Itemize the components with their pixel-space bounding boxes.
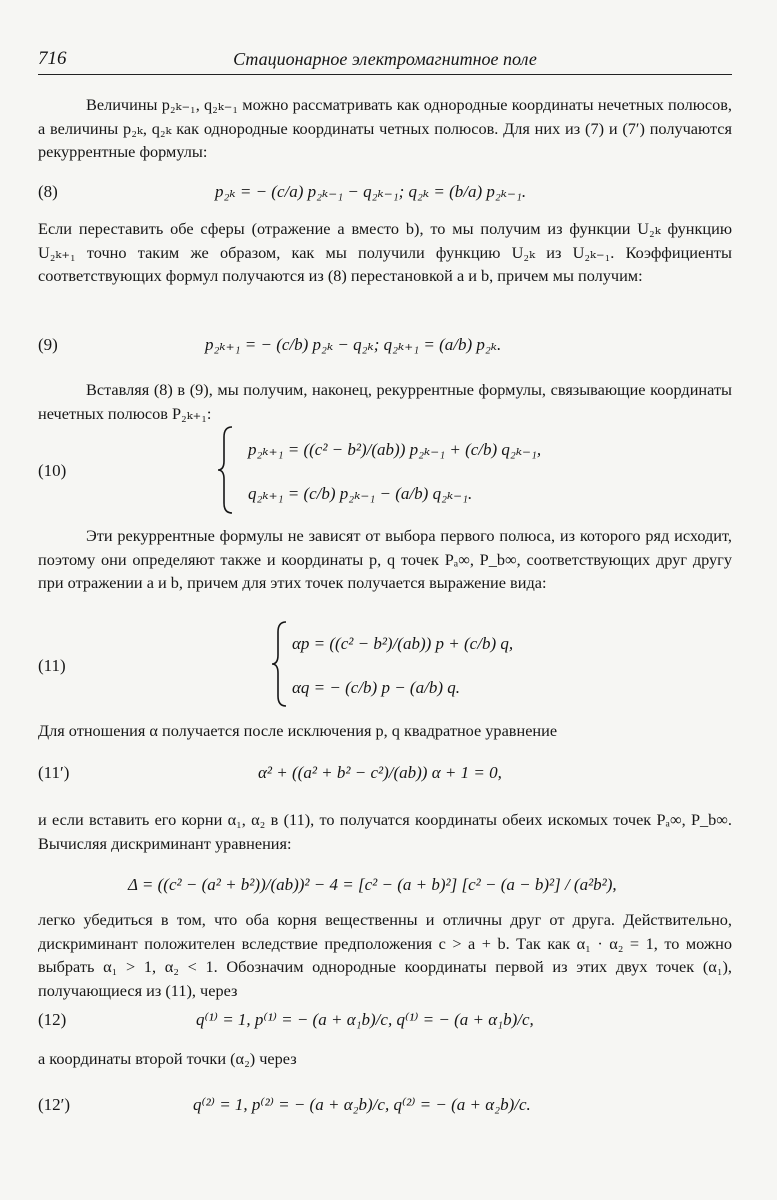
equation-9: p₂ₖ₊₁ = − (c/b) p₂ₖ − q₂ₖ; q₂ₖ₊₁ = (a/b) p₂ₖ. <box>205 335 502 354</box>
paragraph-2: Если переставить обе сферы (отражение a вместо b), то мы получим из функции U₂ₖ функцию U₂ₖ₊₁ точно таким же образом, как мы получили функцию U₂ₖ из U₂ₖ₋₁. Коэффициенты соответствующих формул получаются из (8) перестановкой a и b, причем мы получим: <box>38 219 732 285</box>
left-brace-icon <box>270 620 290 708</box>
paragraph-7: легко убедиться в том, что оба корня вещественны и отличны друг от друга. Действительно, дискриминант положителен вследствие предположения c > a + b. Так как α₁ · α₂ = 1, то можно выбрать α₁ > 1, α₂ < 1. Обозначим однородные координаты первой из этих двух точек (α₁), получающиеся из (11), через <box>38 910 732 1000</box>
running-title: Стационарное электромагнитное поле <box>233 49 537 69</box>
equation-tag-9: (9) <box>38 335 58 354</box>
equation-tag-10: (10) <box>38 461 67 480</box>
equation-11-line-2: αq = − (c/b) p − (a/b) q. <box>292 678 460 697</box>
equation-tag-8: (8) <box>38 182 58 201</box>
equation-11-line-1: αp = ((c² − b²)/(ab)) p + (c/b) q, <box>292 634 514 653</box>
paragraph-3: Вставляя (8) в (9), мы получим, наконец, рекуррентные формулы, связывающие координаты нечетных полюсов P₂ₖ₊₁: <box>38 380 732 423</box>
page-number: 716 <box>38 48 67 69</box>
paragraph-8: а координаты второй точки (α₂) через <box>38 1049 297 1068</box>
equation-tag-11: (11) <box>38 656 66 675</box>
paragraph-4: Эти рекуррентные формулы не зависят от выбора первого полюса, из которого ряд исходит, поэтому они определяют также и координаты p, q точек Pₐ∞, P_b∞, соответствующих друг другу при отражении a и b, причем для этих точек получается выражение вида: <box>38 526 732 592</box>
equation-12-prime: q⁽²⁾ = 1, p⁽²⁾ = − (a + α₂b)/c, q⁽²⁾ = − (a + α₂b)/c. <box>193 1095 531 1114</box>
paragraph-6: и если вставить его корни α₁, α₂ в (11), то получатся координаты обеих искомых точек Pₐ∞, P_b∞. Вычисляя дискриминант уравнения: <box>38 810 732 853</box>
equation-10-line-1: p₂ₖ₊₁ = ((c² − b²)/(ab)) p₂ₖ₋₁ + (c/b) q₂ₖ₋₁, <box>248 440 542 459</box>
equation-discriminant: Δ = ((c² − (a² + b²))/(ab))² − 4 = [c² − (a + b)²] [c² − (a − b)²] / (a²b²), <box>128 875 617 894</box>
equation-8: p₂ₖ = − (c/a) p₂ₖ₋₁ − q₂ₖ₋₁; q₂ₖ = (b/a) p₂ₖ₋₁. <box>215 182 527 201</box>
equation-tag-12-prime: (12′) <box>38 1095 71 1114</box>
left-brace-icon <box>216 425 236 515</box>
page-header <box>38 48 732 75</box>
equation-11-prime: α² + ((a² + b² − c²)/(ab)) α + 1 = 0, <box>258 763 502 782</box>
equation-12: q⁽¹⁾ = 1, p⁽¹⁾ = − (a + α₁b)/c, q⁽¹⁾ = − (a + α₁b)/c, <box>196 1010 534 1029</box>
paragraph-1: Величины p₂ₖ₋₁, q₂ₖ₋₁ можно рассматривать как однородные координаты нечетных полюсов, а величины p₂ₖ, q₂ₖ как однородные координаты четных полюсов. Для них из (7) и (7′) получаются рекуррентные формулы: <box>38 95 732 161</box>
equation-10-line-2: q₂ₖ₊₁ = (c/b) p₂ₖ₋₁ − (a/b) q₂ₖ₋₁. <box>248 484 473 503</box>
equation-tag-11-prime: (11′) <box>38 763 70 782</box>
equation-tag-12: (12) <box>38 1010 67 1029</box>
paragraph-5: Для отношения α получается после исключения p, q квадратное уравнение <box>38 721 558 740</box>
